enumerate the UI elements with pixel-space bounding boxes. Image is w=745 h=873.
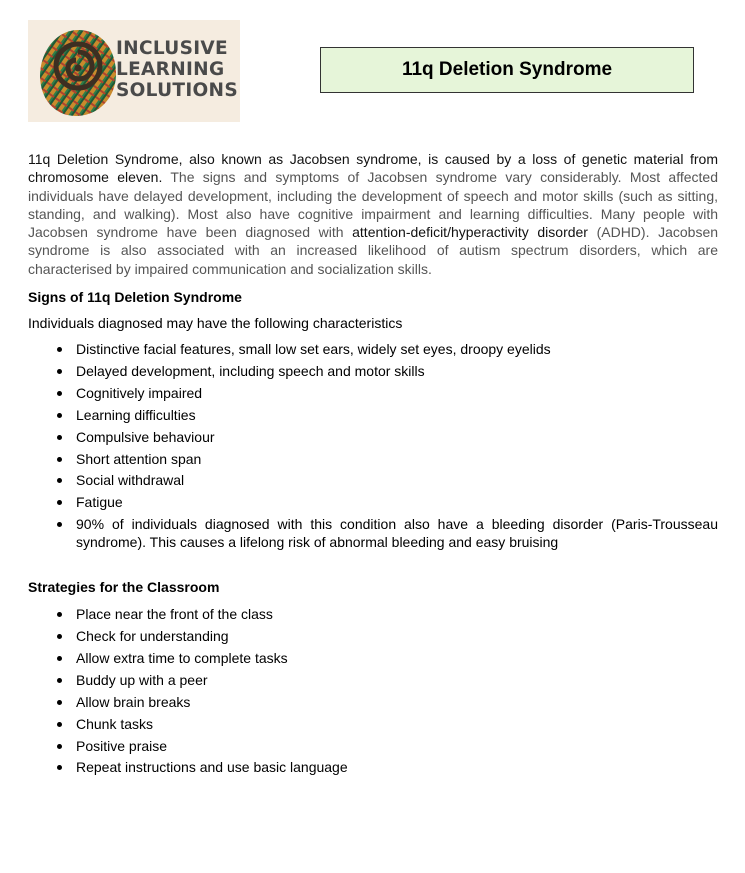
list-item: Allow brain breaks xyxy=(28,693,718,711)
list-item: Short attention span xyxy=(28,450,718,468)
intro-paragraph xyxy=(28,150,718,278)
signs-heading: Signs of 11q Deletion Syndrome xyxy=(28,289,242,306)
spiral-logo-icon xyxy=(38,26,118,118)
page-title: 11q Deletion Syndrome xyxy=(320,47,694,93)
list-item: Repeat instructions and use basic language xyxy=(28,758,718,776)
list-item: Buddy up with a peer xyxy=(28,671,718,689)
list-item: Fatigue xyxy=(28,493,718,511)
list-item: Cognitively impaired xyxy=(28,384,718,402)
signs-list xyxy=(28,340,718,551)
list-item: 90% of individuals diagnosed with this condition also have a bleeding disorder (Paris-Trousseau syndrome). This causes a lifelong risk of abnormal bleeding and easy bruising xyxy=(28,515,718,551)
list-item: Positive praise xyxy=(28,737,718,755)
intro-part-4: (ADHD). Jacobsen syndrome is also associated with an increased likelihood of autism spectrum disorders, which are characterised by impaired communication and socialization skills. xyxy=(28,224,719,277)
adhd-term: attention-deficit/hyperactivity disorder xyxy=(352,224,588,241)
logo-wordmark xyxy=(116,38,238,101)
strategies-list xyxy=(28,605,718,776)
signs-lead: Individuals diagnosed may have the following characteristics xyxy=(28,315,403,332)
list-item: Chunk tasks xyxy=(28,715,718,733)
intro-part-1: 11q Deletion Syndrome, also known as Jacobsen syndrome, is caused by a loss of genetic material from chromosome eleven. xyxy=(28,151,718,186)
list-item: Social withdrawal xyxy=(28,471,718,489)
logo-line-1: INCLUSIVE xyxy=(116,38,228,59)
list-item: Learning difficulties xyxy=(28,406,718,424)
list-item: Compulsive behaviour xyxy=(28,428,718,446)
list-item: Place near the front of the class xyxy=(28,605,718,623)
logo-line-2: LEARNING xyxy=(116,59,225,80)
list-item: Allow extra time to complete tasks xyxy=(28,649,718,667)
list-item: Check for understanding xyxy=(28,627,718,645)
logo xyxy=(28,20,240,122)
intro-part-2: The signs and symptoms of Jacobsen syndrome vary considerably. Most affected individuals have delayed development, including the development of speech and motor skills (such as sitting, standing, and walking). Most also have cognitive impairment and learning difficulties. Many people with Jacobsen syndrome have been diagnosed with xyxy=(28,169,718,241)
document-body xyxy=(28,150,718,780)
list-item: Delayed development, including speech and motor skills xyxy=(28,362,718,380)
logo-line-3: SOLUTIONS xyxy=(116,80,238,101)
list-item: Distinctive facial features, small low set ears, widely set eyes, droopy eyelids xyxy=(28,340,718,358)
strategies-heading: Strategies for the Classroom xyxy=(28,579,220,596)
